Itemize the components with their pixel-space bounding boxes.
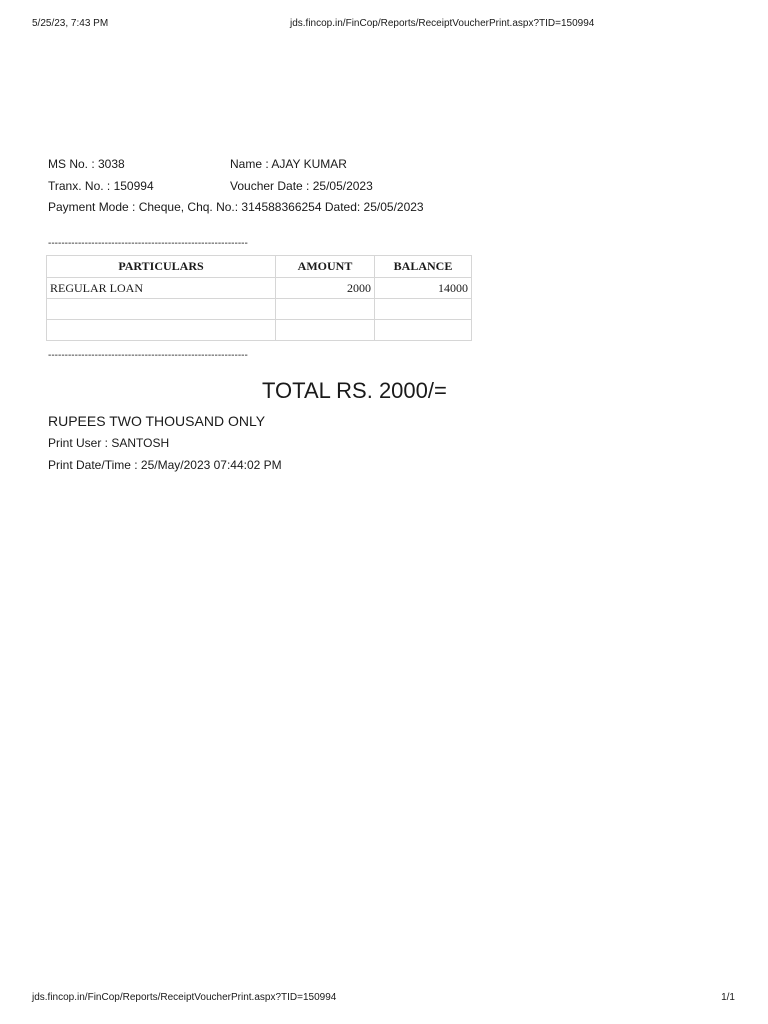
page-url-header: jds.fincop.in/FinCop/Reports/ReceiptVoucherPrint.aspx?TID=150994 <box>290 18 595 29</box>
table-header-row <box>47 256 472 278</box>
header-particulars: PARTICULARS <box>47 256 276 278</box>
page-number: 1/1 <box>721 992 735 1003</box>
separator-bottom: ------------------------------------------------------------ <box>48 350 248 361</box>
print-user: Print User : SANTOSH <box>48 436 170 450</box>
payment-mode: Payment Mode : Cheque, Chq. No.: 314588366254 Dated: 25/05/2023 <box>48 200 424 214</box>
header-amount: AMOUNT <box>276 256 375 278</box>
header-balance: BALANCE <box>375 256 472 278</box>
cell-particulars <box>47 299 276 320</box>
member-name: Name : AJAY KUMAR <box>230 157 347 171</box>
cell-amount: 2000 <box>276 278 375 299</box>
table-row <box>47 278 472 299</box>
particulars-table <box>46 255 472 341</box>
cell-amount <box>276 299 375 320</box>
cell-balance <box>375 299 472 320</box>
cell-amount <box>276 320 375 341</box>
page-url-footer: jds.fincop.in/FinCop/Reports/ReceiptVoucherPrint.aspx?TID=150994 <box>32 992 337 1003</box>
table-row <box>47 299 472 320</box>
transaction-number: Tranx. No. : 150994 <box>48 179 154 193</box>
voucher-date: Voucher Date : 25/05/2023 <box>230 179 373 193</box>
print-datetime: Print Date/Time : 25/May/2023 07:44:02 PM <box>48 458 282 472</box>
cell-particulars <box>47 320 276 341</box>
ms-number: MS No. : 3038 <box>48 157 125 171</box>
print-datetime-header: 5/25/23, 7:43 PM <box>32 18 109 29</box>
cell-balance: 14000 <box>375 278 472 299</box>
separator-top: ------------------------------------------------------------ <box>48 238 248 249</box>
table-row <box>47 320 472 341</box>
cell-balance <box>375 320 472 341</box>
amount-in-words: RUPEES TWO THOUSAND ONLY <box>48 413 266 429</box>
total-amount: TOTAL RS. 2000/= <box>262 378 447 403</box>
cell-particulars: REGULAR LOAN <box>47 278 276 299</box>
